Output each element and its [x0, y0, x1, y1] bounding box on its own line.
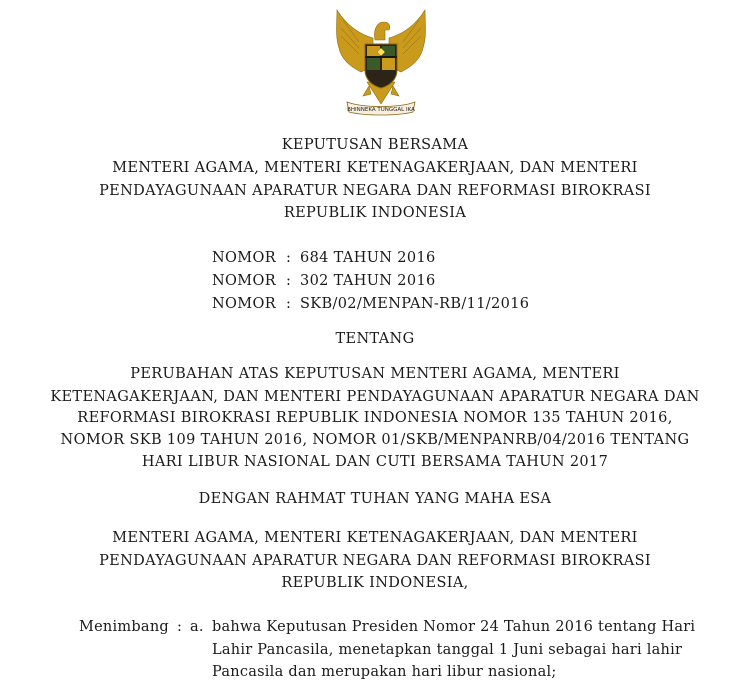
invocation-line: DENGAN RAHMAT TUHAN YANG MAHA ESA [198, 491, 552, 507]
item-text-line: bahwa Keputusan Presiden Nomor 24 Tahun 2016 tentang Hari [212, 619, 696, 635]
number-label: NOMOR [212, 296, 276, 312]
ministers-line: REPUBLIK INDONESIA, [281, 575, 469, 591]
number-label: NOMOR [212, 250, 276, 266]
subject-line: KETENAGAKERJAAN, DAN MENTERI PENDAYAGUNAAN APARATUR NEGARA DAN [50, 389, 700, 405]
number-value: SKB/02/MENPAN-RB/11/2016 [300, 296, 530, 312]
number-value: 684 TAHUN 2016 [300, 250, 436, 266]
subject-line: NOMOR SKB 109 TAHUN 2016, NOMOR 01/SKB/MENPANRB/04/2016 TENTANG [60, 432, 690, 448]
ministers-line: MENTERI AGAMA, MENTERI KETENAGAKERJAAN, DAN MENTERI [112, 530, 638, 546]
item-text-line: Lahir Pancasila, menetapkan tanggal 1 Juni sebagai hari lahir [212, 642, 683, 658]
menimbang-colon: : [177, 619, 183, 635]
subject-line: REFORMASI BIROKRASI REPUBLIK INDONESIA NOMOR 135 TAHUN 2016, [77, 410, 673, 426]
subject-line: PERUBAHAN ATAS KEPUTUSAN MENTERI AGAMA, MENTERI [130, 366, 620, 382]
subject-line: HARI LIBUR NASIONAL DAN CUTI BERSAMA TAHUN 2017 [141, 454, 609, 470]
decree-title: KEPUTUSAN BERSAMA [281, 137, 469, 153]
title-country-line: REPUBLIK INDONESIA [283, 205, 467, 221]
item-marker: a. [190, 619, 204, 635]
number-label: NOMOR [212, 273, 276, 289]
decree-number-row [212, 273, 436, 289]
tentang-heading: TENTANG [335, 331, 415, 347]
garuda-pancasila-emblem-icon [329, 8, 433, 116]
decree-number-row [212, 296, 529, 312]
number-colon: : [286, 273, 292, 289]
title-ministry-line: PENDAYAGUNAAN APARATUR NEGARA DAN REFORMASI BIROKRASI [99, 183, 651, 199]
number-colon: : [286, 250, 292, 266]
menimbang-label: Menimbang [79, 619, 169, 635]
ministers-line: PENDAYAGUNAAN APARATUR NEGARA DAN REFORMASI BIROKRASI [99, 553, 651, 569]
decree-number-row [212, 250, 436, 266]
item-text-line: Pancasila dan merupakan hari libur nasional; [212, 664, 557, 680]
number-colon: : [286, 296, 292, 312]
title-ministers-line: MENTERI AGAMA, MENTERI KETENAGAKERJAAN, DAN MENTERI [112, 160, 638, 176]
motto-text: BHINNEKA TUNGGAL IKA [347, 107, 415, 113]
number-value: 302 TAHUN 2016 [300, 273, 436, 289]
